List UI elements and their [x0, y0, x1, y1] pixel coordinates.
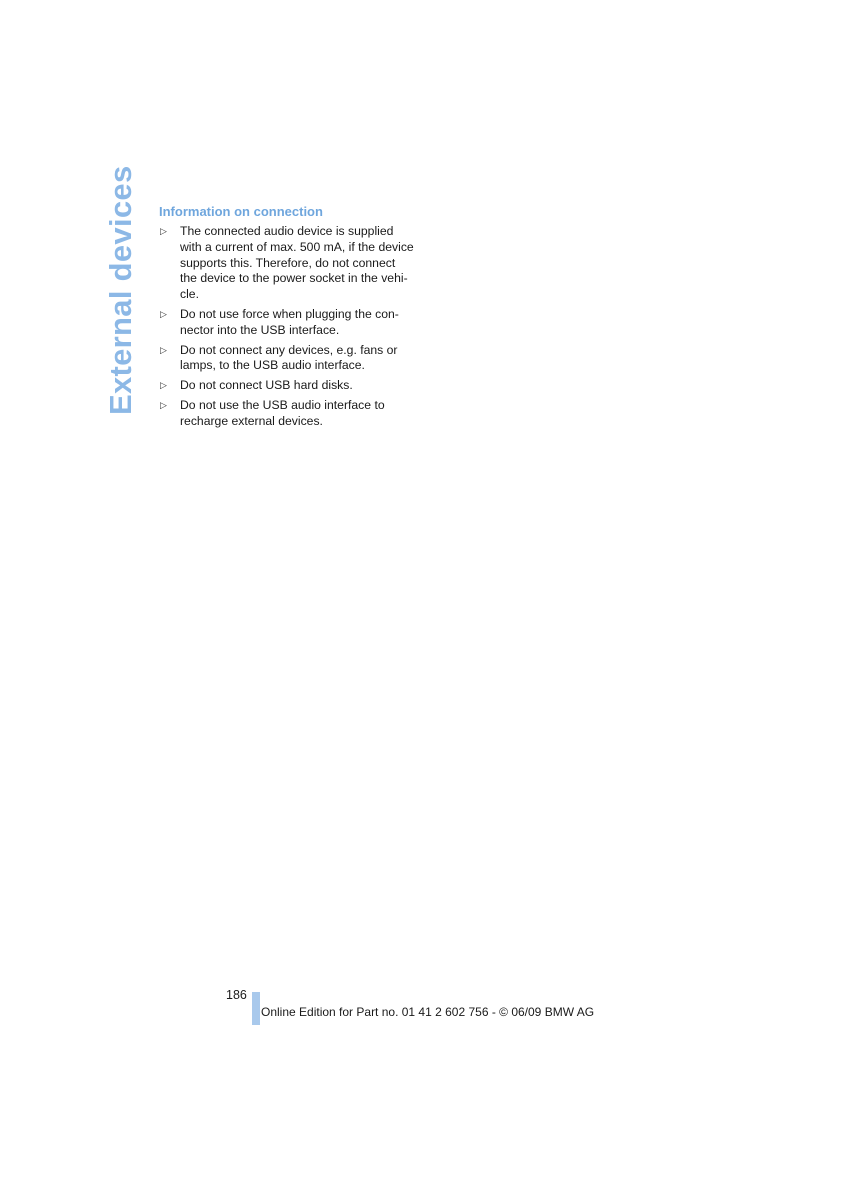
list-item-text: Do not connect any devices, e.g. fans or lamps, to the USB audio interface. — [180, 342, 398, 373]
triangle-bullet-icon: ▷ — [160, 344, 167, 355]
triangle-bullet-icon: ▷ — [160, 399, 167, 410]
list-item-text: The connected audio device is supplied with a current of max. 500 mA, if the device supports this. Therefore, do not connect the device to the power socket in the vehi- cle. — [180, 224, 414, 302]
list-item-text: Do not use the USB audio interface to recharge external devices. — [180, 397, 385, 428]
footer-accent-bar — [252, 992, 260, 1025]
list-item — [159, 378, 421, 394]
page-number: 186 — [226, 988, 247, 1002]
triangle-bullet-icon: ▷ — [160, 308, 167, 319]
list-item-text: Do not connect USB hard disks. — [180, 378, 353, 393]
list-item — [159, 224, 421, 303]
footer-edition-text: Online Edition for Part no. 01 41 2 602 756 - © 06/09 BMW AG — [261, 1005, 595, 1019]
list-item — [159, 343, 421, 375]
list-item — [159, 307, 421, 339]
chapter-side-tab: External devices — [103, 165, 138, 415]
list-item-text: Do not use force when plugging the con- nector into the USB interface. — [180, 306, 399, 337]
triangle-bullet-icon: ▷ — [160, 380, 167, 391]
triangle-bullet-icon: ▷ — [160, 226, 167, 236]
section-title: Information on connection — [159, 204, 323, 219]
list-item — [159, 398, 421, 430]
bullet-list — [159, 224, 421, 434]
